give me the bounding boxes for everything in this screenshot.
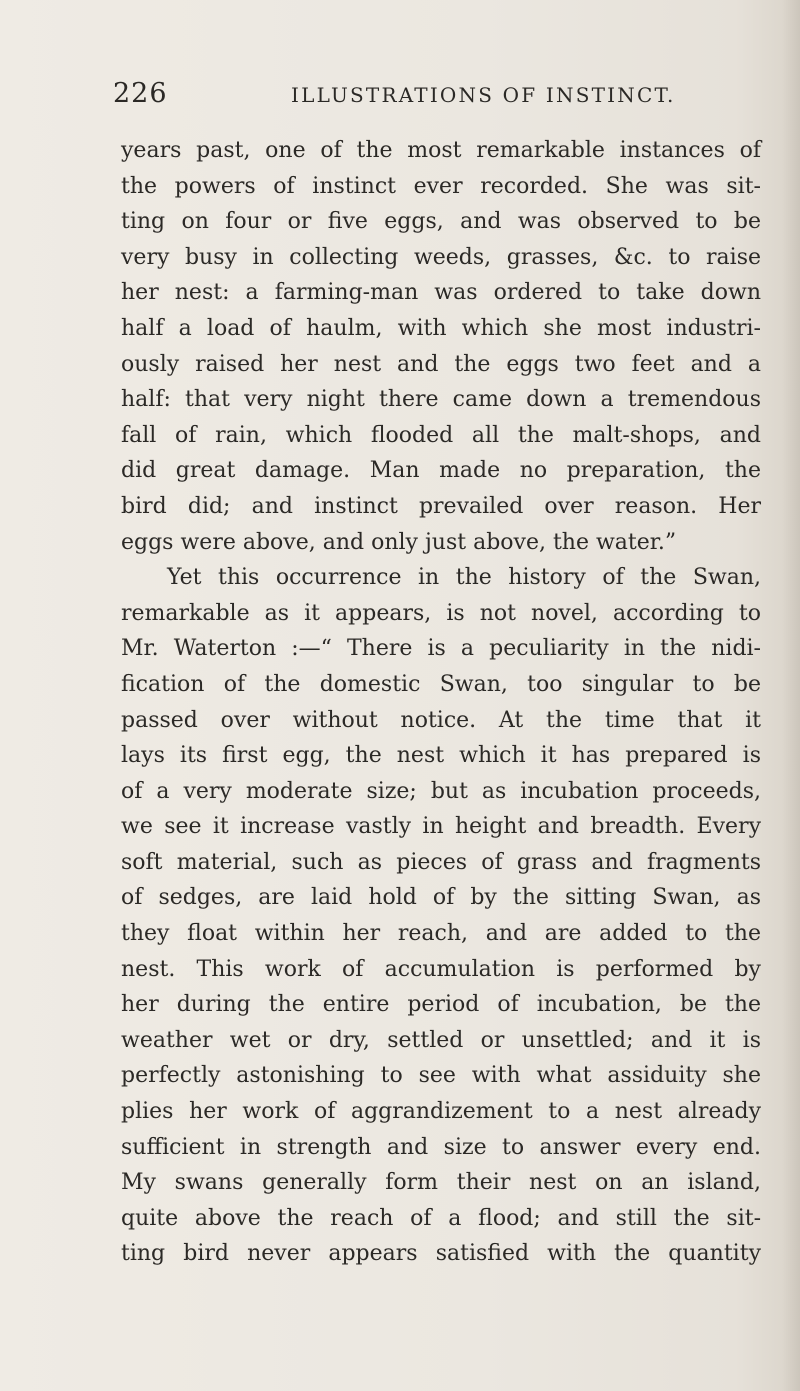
text-line: very busy in collecting weeds, grasses, &c. to raise [121, 244, 761, 270]
page-number: 226 [113, 78, 168, 109]
text-line: plies her work of aggrandizement to a nest already [121, 1099, 761, 1125]
text-line: of a very moderate size; but as incubation proceeds, [121, 778, 761, 804]
text-line: years past, one of the most remarkable instances of [121, 138, 761, 163]
running-title: ILLUSTRATIONS OF INSTINCT. [291, 83, 676, 107]
text-line: quite above the reach of a flood; and still the sit- [121, 1205, 761, 1231]
text-line: lays its first egg, the nest which it has prepared is [121, 743, 761, 769]
text-line: remarkable as it appears, is not novel, according to [121, 600, 761, 626]
text-line: Mr. Waterton :—“ There is a peculiarity in the nidi- [121, 636, 761, 662]
text-line: passed over without notice. At the time that it [121, 707, 761, 733]
text-line: they float within her reach, and are added to the [121, 921, 761, 947]
text-line: perfectly astonishing to see with what assiduity she [121, 1063, 761, 1089]
text-line: half a load of haulm, with which she most industri- [121, 315, 761, 341]
running-head [113, 78, 713, 114]
text-line: ously raised her nest and the eggs two feet and a [121, 351, 761, 377]
text-line: nest. This work of accumulation is performed by [121, 956, 761, 982]
text-line: bird did; and instinct prevailed over reason. Her [121, 493, 761, 519]
text-line: fication of the domestic Swan, too singular to be [121, 671, 761, 697]
text-line: My swans generally form their nest on an island, [121, 1170, 761, 1196]
page-edge-shadow [782, 0, 800, 1391]
paragraph-start-line: Yet this occurrence in the history of the Swan, [167, 565, 761, 591]
text-line: ting bird never appears satisfied with the quantity [121, 1241, 761, 1267]
text-line: eggs were above, and only just above, the water.” [121, 529, 677, 555]
text-line: the powers of instinct ever recorded. She was sit- [121, 173, 761, 199]
text-line: did great damage. Man made no preparation, the [121, 458, 761, 484]
text-line: her during the entire period of incubation, be the [121, 992, 761, 1018]
text-line: of sedges, are laid hold of by the sitting Swan, as [121, 885, 761, 911]
text-line: sufficient in strength and size to answer every end. [121, 1134, 761, 1160]
text-line: we see it increase vastly in height and breadth. Every [121, 814, 761, 840]
text-line: soft material, such as pieces of grass and fragments [121, 849, 761, 875]
text-line: ting on four or five eggs, and was observed to be [121, 209, 761, 235]
text-line: weather wet or dry, settled or unsettled; and it is [121, 1027, 761, 1053]
text-line: fall of rain, which flooded all the malt-shops, and [121, 422, 761, 448]
text-line: half: that very night there came down a tremendous [121, 387, 761, 413]
body-text [121, 133, 761, 1272]
text-line: her nest: a farming-man was ordered to take down [121, 280, 761, 306]
